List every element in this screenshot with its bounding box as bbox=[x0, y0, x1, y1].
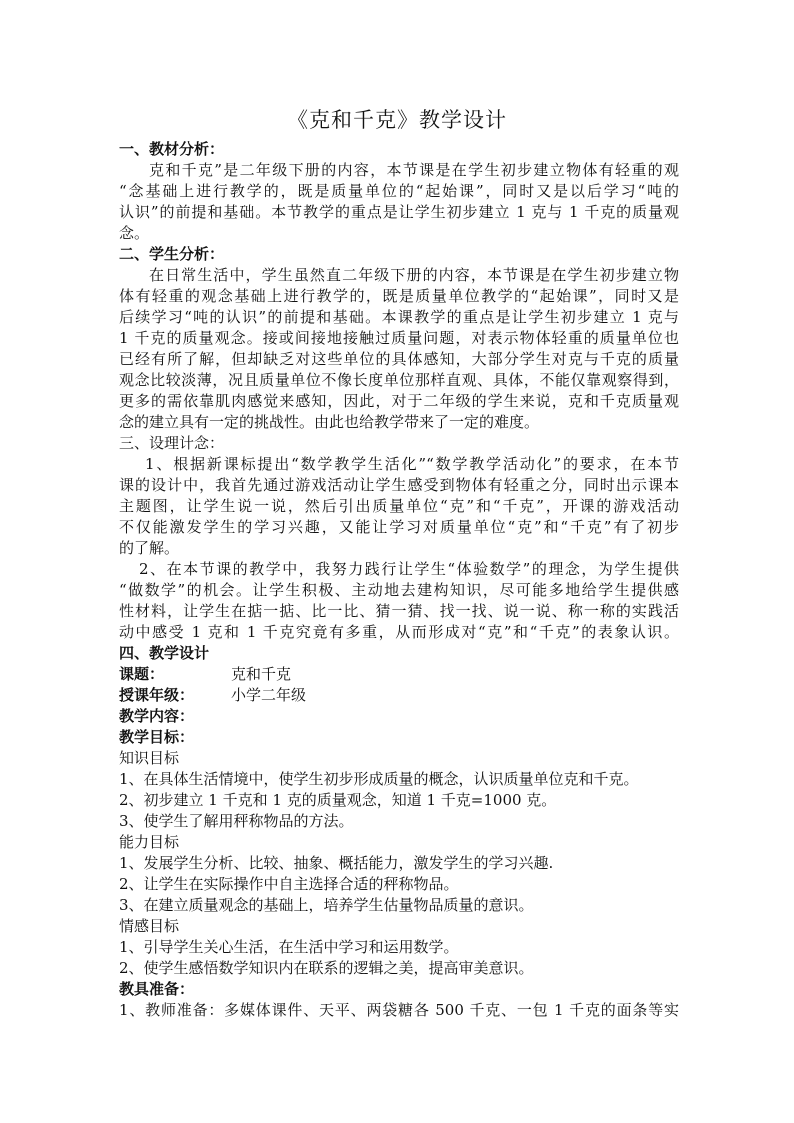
goal-item: 3、使学生了解用秤称物品的方法。 bbox=[119, 812, 354, 830]
paragraph-line: 已经有所了解，但却缺乏对这些单位的具体感知，大部分学生对克与千克的质量 bbox=[119, 350, 679, 368]
paragraph-line: 在日常生活中，学生虽然直二年级下册的内容，本节课是在学生初步建立物 bbox=[149, 266, 679, 284]
grade-row bbox=[119, 685, 679, 706]
paragraph-line: 体有轻重的观念基础上进行教学的，既是质量单位教学的“起始课”，同时又是 bbox=[119, 287, 679, 305]
topic-row bbox=[119, 664, 679, 685]
paragraph-line: 克和千克”是二年级下册的内容，本节课是在学生初步建立物体有轻重的观 bbox=[149, 161, 679, 179]
paragraph-line: 课的设计中，我首先通过游戏活动让学生感受到物体有轻重之分，同时出示课本 bbox=[119, 476, 679, 494]
grade-label: 授课年级： bbox=[119, 686, 195, 704]
paragraph-line: “念基础上进行教学的，既是质量单位的“起始课”，同时又是以后学习“吨的 bbox=[119, 182, 679, 200]
knowledge-goals-title: 知识目标 bbox=[119, 749, 180, 767]
paragraph-line: “做数学”的机会。让学生积极、主动地去建构知识，尽可能多地给学生提供感 bbox=[119, 581, 679, 599]
section-heading-teaching-design: 四、教学设计 bbox=[119, 644, 210, 662]
ability-goals-title: 能力目标 bbox=[119, 833, 180, 851]
section-heading-material: 一、教材分析： bbox=[119, 140, 225, 158]
tools-line: 1、教师准备：多媒体课件、天平、两袋糖各 500 千克、一包 1 千克的面条等实 bbox=[119, 1001, 679, 1019]
document-title: 《克和千克》教学设计 bbox=[287, 108, 507, 132]
tools-label: 教具准备： bbox=[119, 980, 195, 998]
goal-item: 2、让学生在实际操作中自主选择合适的秤称物品。 bbox=[119, 875, 459, 893]
topic-value: 克和千克 bbox=[231, 665, 292, 683]
paragraph-line: 2、在本节课的教学中，我努力践行让学生“体验数学”的理念，为学生提供 bbox=[139, 560, 679, 578]
paragraph-line: 性材料，让学生在掂一掂、比一比、猜一猜、找一找、说一说、称一称的实践活 bbox=[119, 602, 679, 620]
grade-value: 小学二年级 bbox=[231, 686, 307, 704]
paragraph-line: 1、根据新课标提出“数学教学生活化”“数学教学活动化”的要求，在本节 bbox=[145, 455, 679, 473]
goal-item: 1、引导学生关心生活，在生活中学习和运用数学。 bbox=[119, 938, 459, 956]
emotion-goals-title: 情感目标 bbox=[119, 917, 180, 935]
content-label: 教学内容： bbox=[119, 707, 195, 725]
paragraph-line: 不仅能激发学生的学习兴趣，又能让学习对质量单位“克”和“千克”有了初步 bbox=[119, 518, 679, 536]
section-heading-design-concept: 三、设理计念： bbox=[119, 434, 225, 452]
paragraph-line: 的了解。 bbox=[119, 539, 180, 557]
goal-item: 2、使学生感悟数学知识内在联系的逻辑之美，提高审美意识。 bbox=[119, 959, 534, 977]
topic-label: 课题： bbox=[119, 665, 165, 683]
goal-item: 3、在建立质量观念的基础上，培养学生估量物品质量的意识。 bbox=[119, 896, 534, 914]
goal-item: 2、初步建立 1 千克和 1 克的质量观念，知道 1 千克=1000 克。 bbox=[119, 791, 557, 809]
paragraph-line: 念。 bbox=[119, 224, 150, 242]
paragraph-line: 念的建立具有一定的挑战性。由此也给教学带来了一定的难度。 bbox=[119, 413, 540, 431]
paragraph-line: 观念比较淡薄，况且质量单位不像长度单位那样直观、具体，不能仅靠观察得到， bbox=[119, 371, 679, 389]
goals-label: 教学目标： bbox=[119, 728, 195, 746]
goal-item: 1、在具体生活情境中，使学生初步形成质量的概念，认识质量单位克和千克。 bbox=[119, 770, 639, 788]
paragraph-line: 认识”的前提和基础。本节教学的重点是让学生初步建立 1 克与 1 千克的质量观 bbox=[119, 203, 679, 221]
goal-item: 1、发展学生分析、比较、抽象、概括能力，激发学生的学习兴趣. bbox=[119, 854, 554, 872]
paragraph-line: 更多的需依靠肌肉感觉来感知，因此，对于二年级的学生来说，克和千克质量观 bbox=[119, 392, 679, 410]
section-heading-students: 二、学生分析： bbox=[119, 245, 225, 263]
paragraph-line: 动中感受 1 克和 1 千克究竟有多重，从而形成对“克”和“千克”的表象认识。 bbox=[119, 623, 679, 641]
paragraph-line: 1 千克的质量观念。接或间接地接触过质量问题，对表示物体轻重的质量单位也 bbox=[119, 329, 679, 347]
paragraph-line: 主题图，让学生说一说，然后引出质量单位“克”和“千克”，开课的游戏活动 bbox=[119, 497, 679, 515]
paragraph-line: 后续学习“吨的认识”的前提和基础。本课教学的重点是让学生初步建立 1 克与 bbox=[119, 308, 679, 326]
